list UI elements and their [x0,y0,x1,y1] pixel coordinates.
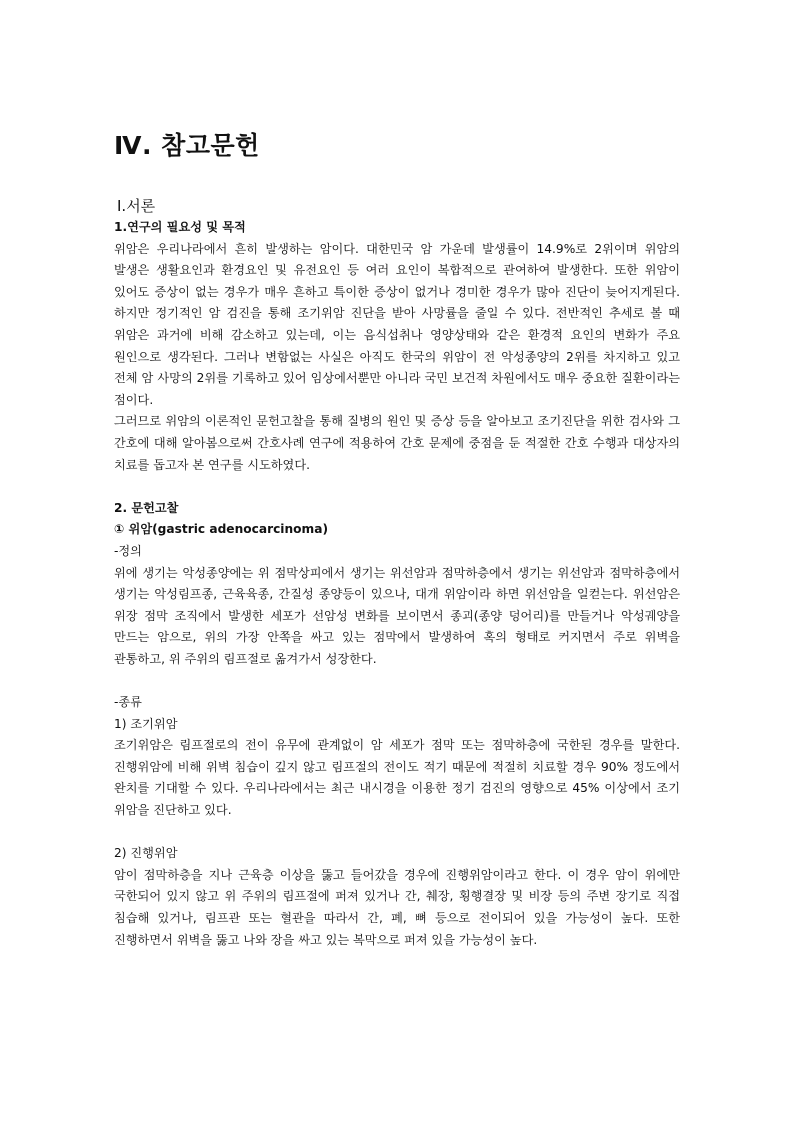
document-body [114,195,680,951]
subheading-necessity-purpose: 1.연구의 필요성 및 목적 [114,220,246,234]
type-text-advanced: 암이 점막하층을 지나 근육층 이상을 뚫고 들어갔을 경우에 진행위암이라고 한다. 이 경우 암이 위에만 국한되어 있지 않고 위 주위의 림프절에 퍼져 있거나 간, 췌장, 횡행결장 및 비장 등의 주변 장기로 직접 침습해 있거나, 림프관 또는 혈관을 따라서 간, 폐, 뼈 등으로 전이되어 있을 가능성이 높다. 또한 진행하면서 위벽을 뚫고 나와 장을 싸고 있는 복막으로 퍼져 있을 가능성이 높다. [114,867,680,947]
section-heading-literature-review: 2. 문헌고찰 [114,500,179,515]
type-text-early: 조기위암은 림프절로의 전이 유무에 관계없이 암 세포가 점막 또는 점막하층에 국한된 경우를 말한다. 진행위암에 비해 위벽 침습이 깊지 않고 림프절의 전이도 적기 때문에 적절히 치료할 경우 90% 정도에서 완치를 기대할 수 있다. 우리나라에서는 최근 내시경을 이용한 정기 검진의 영향으로 45% 이상에서 조기 위암을 진단하고 있다. [114,738,680,818]
type-title-advanced: 2) 진행위암 [114,846,178,861]
type-title-early: 1) 조기위암 [114,716,178,731]
definition-label: -정의 [114,543,142,558]
types-label: -종류 [114,695,142,710]
intro-paragraph-1: 위암은 우리나라에서 흔히 발생하는 암이다. 대한민국 암 가운데 발생률이 14.9%로 2위이며 위암의 발생은 생활요인과 환경요인 및 유전요인 등 여러 요인이 복합적으로 관여하여 발생한다. 또한 위암이 있어도 증상이 없는 경우가 매우 흔하고 특이한 증상이 없거나 경미한 경우가 많아 진단이 늦어지게된다. 하지만 정기적인 암 검진을 통해 조기위암 진단을 받아 사망률을 줄일 수 있다. 전반적인 추세로 볼 때 위암은 과거에 비해 감소하고 있는데, 이는 음식섭취나 영양상태와 같은 환경적 요인의 변화가 주요 원인으로 생각된다. 그러나 변함없는 사실은 아직도 한국의 위암이 전 악성종양의 2위를 차지하고 있고 전체 암 사망의 2위를 기록하고 있어 임상에서뿐만 아니라 국민 보건적 차원에서도 매우 중요한 질환이라는 점이다. [114,241,680,407]
spacer [114,670,680,692]
spacer [114,476,680,498]
section-heading-introduction: Ⅰ.서론 [117,197,156,215]
spacer [114,822,680,844]
chapter-title: Ⅳ. 참고문헌 [114,131,260,160]
topic-gastric-cancer: ① 위암(gastric adenocarcinoma) [114,522,329,537]
intro-paragraph-2: 그러므로 위암의 이론적인 문헌고찰을 통해 질병의 원인 및 증상 등을 알아보고 조기진단을 위한 검사와 그 간호에 대해 알아봄으로써 간호사례 연구에 적용하여 간호 문제에 중점을 둔 적절한 간호 수행과 대상자의 치료를 돕고자 본 연구를 시도하였다. [114,414,680,472]
definition-paragraph: 위에 생기는 악성종양에는 위 점막상피에서 생기는 위선암과 점막하층에서 생기는 위선암과 점막하층에서 생기는 악성림프종, 근육육종, 간질성 종양등이 있으나, 대개 위암이라 하면 위선암을 일컫는다. 위선암은 위장 점막 조직에서 발생한 세포가 선암성 변화를 보이면서 종괴(종양 덩어리)를 만들거나 악성궤양을 만드는 암으로, 위의 가장 안쪽을 싸고 있는 점막에서 발생하여 혹의 형태로 커지면서 주로 위벽을 관통하고, 위 주위의 림프절로 옮겨가서 성장한다. [114,565,680,666]
